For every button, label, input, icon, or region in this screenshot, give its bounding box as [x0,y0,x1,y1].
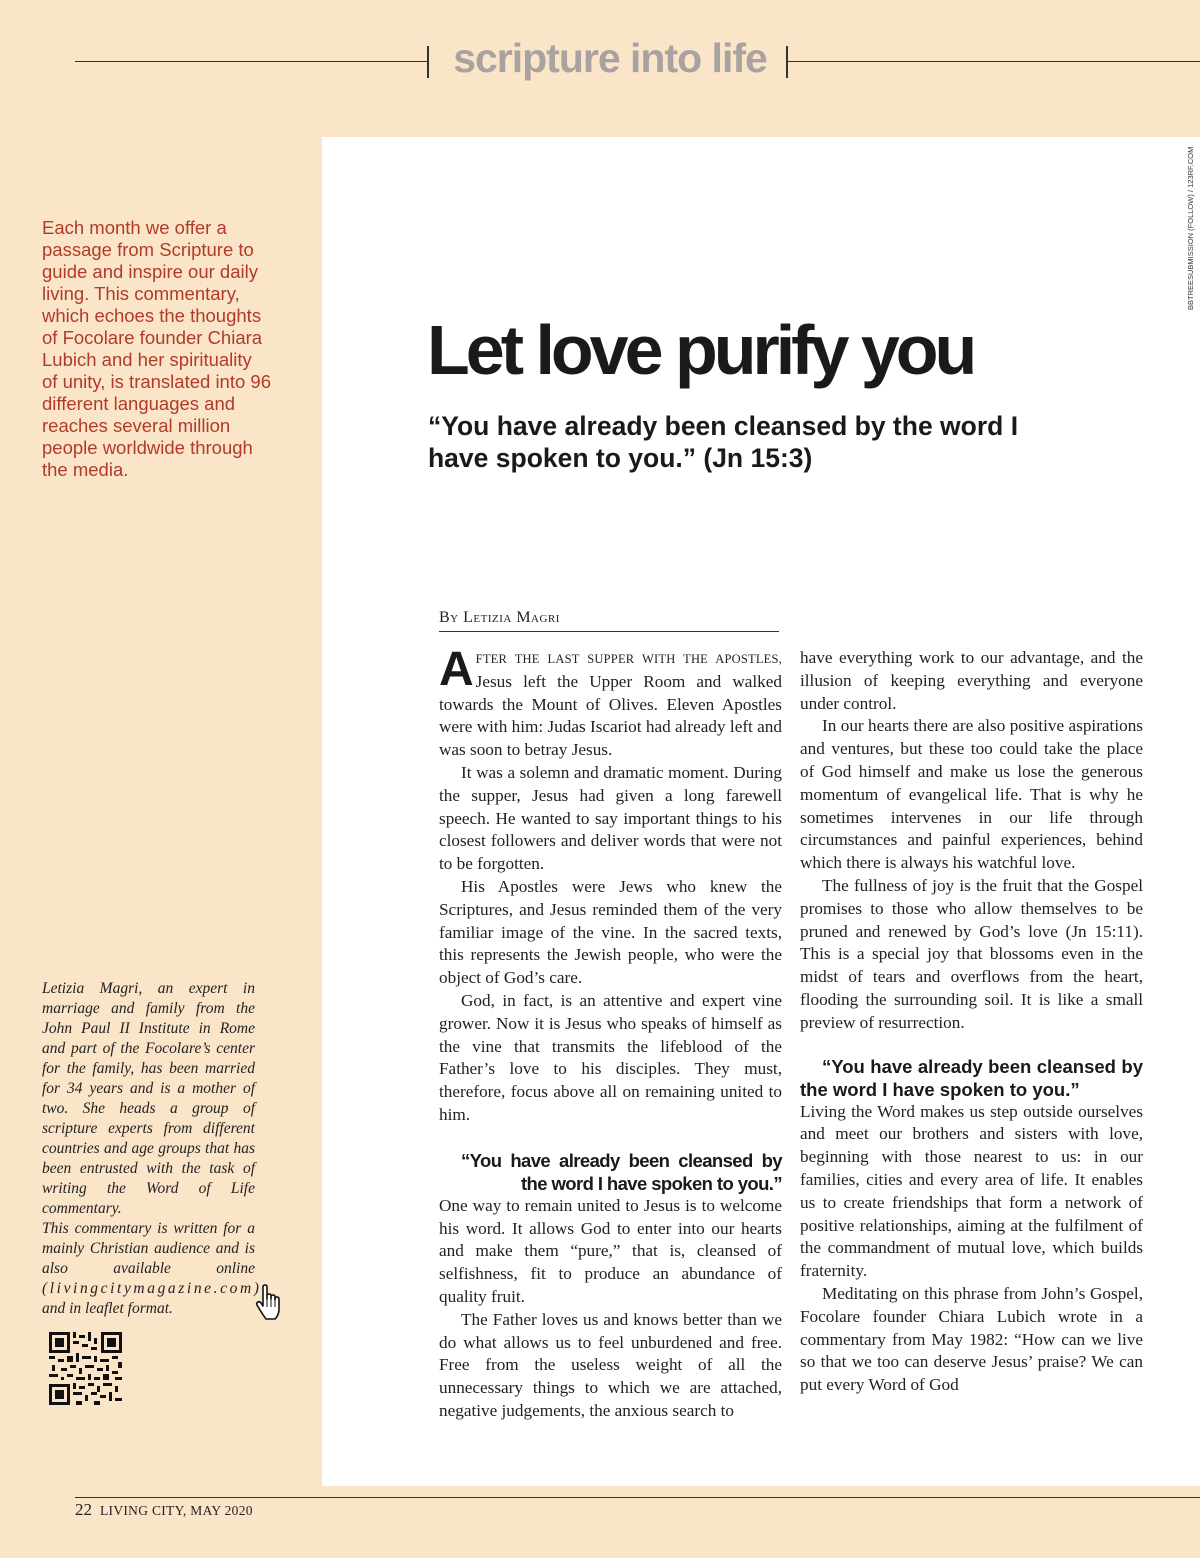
leaflet-text: and in leaflet format. [42,1300,173,1317]
article-paragraph: Meditating on this phrase from John’s Gospel, Focolare founder Chiara Lubich wrote in a commentary from May 1982: “How can we live so that we too can deserve Jesus’ praise? We can put every Word of God [800,1283,1143,1395]
article-paragraph: Living the Word makes us step outside ourselves and meet our brothers and sisters with love, beginning with those nearest to us: in our families, cities and every area of life. It enables us to create friendships that form a network of positive relationships, aiming at the fulfilment of the commandment of mutual love, which builds fraternity. [800,1101,1143,1281]
pull-quote: “You have already been cleansed by the word I have spoken to you.” [461,1149,782,1194]
article-paragraph: In our hearts there are also positive aspirations and ventures, but these too could take the place of God himself and make us lose the generous momentum of evangelical life. That is why he sometimes intervenes in our life through circumstances and painful experiences, behind which there is always his watchful love. [800,716,1143,873]
footer-rule [75,1497,1200,1498]
drop-cap: A [439,643,474,696]
byline: By Letizia Magri [439,609,560,626]
article-paragraph: God, in fact, is an attentive and expert vine grower. Now it is Jesus who speaks of himself as the vine that transmits the lifeblood of the Father’s love to his disciples. They must, therefore, focus above all on remaining united to him. [439,990,782,1124]
folio [75,1500,253,1520]
article-paragraph: One way to remain united to Jesus is to welcome his word. It allows God to enter into our hearts and make them “pure,” that is, cleansed of selfishness, fit to produce an abundance of quality fruit. [439,1195,782,1306]
author-bio-text: Letizia Magri, an expert in marriage and family from the John Paul II Institute in Rome and part of the Focolare’s center for the family, has been married for 34 years and is a mother of two. She heads a group of scripture experts from different countries and age groups that has been entrusted with the task of writing the Word of Life commentary. [42,980,255,1217]
article-paragraph: The Father loves us and knows better than we do what allows us to feel unburdened and free. Free from the useless weight of all the unnecessary things to which we are attached, negative judgements, the anxious search to [439,1309,782,1420]
article-paragraph: The fullness of joy is the fruit that the Gospel promises to those who allow themselves to be pruned and renewed by God’s love (Jn 15:11). This is a special joy that blossoms even in the midst of tears and overflows from the heart, flooding the surrounding soil. It is like a small preview of resurrection. [800,875,1143,1032]
hand-pointer-icon [254,1284,284,1322]
publication-name: LIVING CITY, MAY 2020 [100,1503,253,1518]
section-title: scripture into life [453,35,767,81]
article-paragraph: have everything work to our advantage, and the illusion of keeping everything and everyone under control. [800,648,1143,713]
photo-credit: BBTREESUBMISSION (FOLLOW) / 123RF.COM [1186,146,1195,310]
header-tick-right [786,46,788,78]
article-title: Let love purify you [427,311,974,389]
header-rule-left [75,61,427,62]
page-number: 22 [75,1500,92,1519]
article-column-1 [439,643,782,1423]
author-bio [42,979,262,1319]
header-rule-right [788,61,1200,62]
article-paragraph: His Apostles were Jews who knew the Scriptures, and Jesus reminded them of the very familiar image of the vine. In the sacred texts, this represents the Jewish people, who were the object of God’s care. [439,876,782,988]
header-tick-left [427,46,429,78]
article-paragraph: It was a solemn and dramatic moment. During the supper, Jesus had given a long farewell speech. He wanted to say important things to his closest followers and deliver words that were not to be forgotten. [439,762,782,874]
byline-rule [439,631,779,632]
article-column-2 [800,647,1143,1397]
qr-code[interactable] [49,1332,122,1405]
lead-in: FTER THE LAST SUPPER WITH THE APOSTLES, [475,652,782,666]
availability-text: This commentary is written for a mainly Christian audience and is also available online [42,1220,255,1277]
sidebar-intro: Each month we offer a passage from Scripture to guide and inspire our daily living. This commentary, which echoes the thoughts of Focolare founder Chiara Lubich and her spirituality of unity, is translated into 96 different languages and reaches several million people worldwide through the media. [42,217,271,480]
article-paragraph [439,643,782,762]
article-subtitle: “You have already been cleansed by the word I have spoken to you.” (Jn 15:3) [428,411,1019,473]
pull-quote: “You have already been cleansed by the word I have spoken to you.” [800,1055,1143,1100]
availability-note [42,1219,262,1319]
website-link[interactable]: (livingcitymagazine.com) [42,1280,262,1297]
paragraph-text: Jesus left the Upper Room and walked towards the Mount of Olives. Eleven Apostles were with him: Judas Iscariot had already left and was soon to betray Jesus. [439,671,782,760]
